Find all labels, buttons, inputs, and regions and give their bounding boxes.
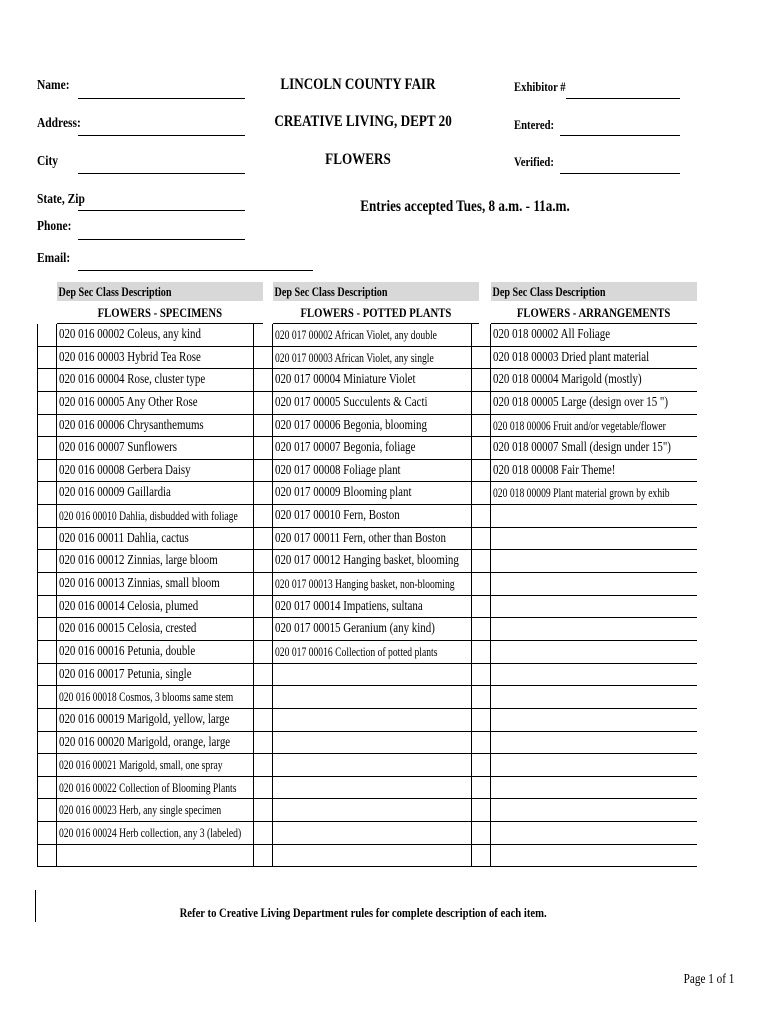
entry-checkbox[interactable] bbox=[37, 664, 57, 686]
entry-checkbox[interactable] bbox=[253, 686, 273, 708]
margin-bar bbox=[35, 890, 36, 922]
phone-field[interactable] bbox=[78, 239, 245, 240]
table-row bbox=[37, 550, 263, 573]
table-row bbox=[471, 845, 697, 868]
category-title: FLOWERS - POTTED PLANTS bbox=[273, 303, 479, 324]
table-row bbox=[253, 799, 479, 822]
table-row bbox=[37, 709, 263, 732]
entry-description: 020 016 00014 Celosia, plumed bbox=[59, 598, 199, 614]
table-row bbox=[471, 686, 697, 709]
entry-checkbox[interactable] bbox=[471, 799, 491, 821]
entry-checkbox[interactable] bbox=[253, 347, 273, 369]
entry-description: 020 017 00011 Fern, other than Boston bbox=[275, 530, 446, 546]
table-row bbox=[471, 437, 697, 460]
table-row bbox=[471, 415, 697, 438]
fair-title: LINCOLN COUNTY FAIR bbox=[280, 76, 436, 93]
entry-description: 020 016 00017 Petunia, single bbox=[59, 666, 192, 682]
entry-description: 020 016 00008 Gerbera Daisy bbox=[59, 462, 191, 478]
entry-checkbox[interactable] bbox=[253, 437, 273, 459]
table-row bbox=[471, 392, 697, 415]
state-zip-field[interactable] bbox=[78, 210, 245, 211]
entry-checkbox[interactable] bbox=[253, 369, 273, 391]
entry-description: 020 018 00009 Plant material grown by exhib bbox=[493, 485, 670, 501]
table-row bbox=[37, 596, 263, 619]
address-label: Address: bbox=[37, 116, 81, 131]
email-field[interactable] bbox=[78, 270, 313, 271]
entry-checkbox[interactable] bbox=[253, 528, 273, 550]
entry-checkbox[interactable] bbox=[37, 505, 57, 527]
table-row bbox=[471, 754, 697, 777]
verified-label: Verified: bbox=[514, 154, 554, 169]
entry-description: 020 017 00008 Foliage plant bbox=[275, 462, 401, 478]
table-row bbox=[253, 845, 479, 868]
entry-checkbox[interactable] bbox=[471, 754, 491, 776]
email-label: Email: bbox=[37, 251, 71, 266]
entry-checkbox[interactable] bbox=[253, 754, 273, 776]
entry-description: 020 017 00005 Succulents & Cacti bbox=[275, 394, 428, 410]
entry-description: 020 016 00019 Marigold, yellow, large bbox=[59, 711, 230, 727]
entry-checkbox[interactable] bbox=[37, 324, 57, 346]
entry-checkbox[interactable] bbox=[471, 392, 491, 414]
table-row bbox=[37, 822, 263, 845]
entry-checkbox[interactable] bbox=[471, 618, 491, 640]
entry-checkbox[interactable] bbox=[471, 732, 491, 754]
entry-description: 020 017 00014 Impatiens, sultana bbox=[275, 598, 423, 614]
entry-checkbox[interactable] bbox=[37, 528, 57, 550]
entry-checkbox[interactable] bbox=[471, 641, 491, 663]
entry-checkbox[interactable] bbox=[37, 686, 57, 708]
entry-checkbox[interactable] bbox=[37, 392, 57, 414]
entry-checkbox[interactable] bbox=[37, 347, 57, 369]
entry-checkbox[interactable] bbox=[471, 573, 491, 595]
table-row bbox=[471, 822, 697, 845]
category-title: FLOWERS - ARRANGEMENTS bbox=[491, 303, 697, 324]
entry-description: 020 016 00015 Celosia, crested bbox=[59, 621, 197, 637]
entry-description: 020 016 00012 Zinnias, large bloom bbox=[59, 553, 218, 569]
table-row bbox=[253, 437, 479, 460]
entry-checkbox[interactable] bbox=[471, 709, 491, 731]
exhibitor-label: Exhibitor # bbox=[514, 79, 566, 94]
entry-checkbox[interactable] bbox=[471, 324, 491, 346]
entry-checkbox[interactable] bbox=[253, 573, 273, 595]
table-row bbox=[471, 618, 697, 641]
entry-description: 020 017 00015 Geranium (any kind) bbox=[275, 621, 435, 637]
table-row bbox=[253, 732, 479, 755]
entry-checkbox[interactable] bbox=[253, 777, 273, 799]
table-row bbox=[471, 505, 697, 528]
table-row bbox=[253, 618, 479, 641]
table-row bbox=[471, 369, 697, 392]
entry-checkbox[interactable] bbox=[471, 686, 491, 708]
table-row bbox=[253, 392, 479, 415]
entered-field[interactable] bbox=[560, 135, 680, 136]
entry-checkbox[interactable] bbox=[253, 732, 273, 754]
table-row bbox=[37, 324, 263, 347]
entry-description: 020 017 00013 Hanging basket, non-blooming bbox=[275, 576, 455, 592]
table-row bbox=[37, 754, 263, 777]
entry-description: 020 017 00007 Begonia, foliage bbox=[275, 440, 416, 456]
entry-checkbox[interactable] bbox=[37, 641, 57, 663]
entry-checkbox[interactable] bbox=[471, 596, 491, 618]
category-title: FLOWERS - SPECIMENS bbox=[57, 303, 263, 324]
table-row bbox=[37, 437, 263, 460]
entry-checkbox[interactable] bbox=[471, 664, 491, 686]
entry-description: 020 018 00005 Large (design over 15 ") bbox=[493, 394, 669, 410]
entry-checkbox[interactable] bbox=[471, 369, 491, 391]
city-label: City bbox=[37, 154, 59, 169]
table-row bbox=[471, 732, 697, 755]
entry-checkbox[interactable] bbox=[253, 664, 273, 686]
table-row bbox=[37, 415, 263, 438]
exhibitor-field[interactable] bbox=[566, 98, 680, 99]
entry-description: 020 018 00008 Fair Theme! bbox=[493, 462, 616, 478]
entry-description: 020 017 00016 Collection of potted plants bbox=[275, 643, 438, 659]
table-row bbox=[471, 664, 697, 687]
entry-checkbox[interactable] bbox=[253, 392, 273, 414]
table-row bbox=[471, 528, 697, 551]
table-row bbox=[37, 369, 263, 392]
entry-description: 020 016 00011 Dahlia, cactus bbox=[59, 530, 189, 546]
entry-description: 020 016 00022 Collection of Blooming Plants bbox=[59, 779, 237, 795]
entry-checkbox[interactable] bbox=[37, 596, 57, 618]
entry-description: 020 016 00009 Gaillardia bbox=[59, 485, 171, 501]
table-row bbox=[471, 482, 697, 505]
table-row bbox=[253, 777, 479, 800]
entry-checkbox[interactable] bbox=[253, 596, 273, 618]
entry-description: 020 017 00003 African Violet, any single bbox=[275, 349, 434, 365]
entry-checkbox[interactable] bbox=[471, 505, 491, 527]
table-row bbox=[471, 347, 697, 370]
table-row bbox=[37, 392, 263, 415]
entry-checkbox[interactable] bbox=[37, 369, 57, 391]
entry-checkbox[interactable] bbox=[253, 822, 273, 844]
entry-description: 020 016 00004 Rose, cluster type bbox=[59, 372, 206, 388]
entry-description: 020 017 00002 African Violet, any double bbox=[275, 327, 437, 342]
entry-checkbox[interactable] bbox=[253, 482, 273, 504]
entry-description: 020 016 00006 Chrysanthemums bbox=[59, 417, 204, 433]
entry-checkbox[interactable] bbox=[37, 618, 57, 640]
entry-checkbox[interactable] bbox=[471, 415, 491, 437]
entries-notice: Entries accepted Tues, 8 a.m. - 11a.m. bbox=[360, 198, 570, 215]
entry-checkbox[interactable] bbox=[37, 777, 57, 799]
entry-checkbox[interactable] bbox=[471, 460, 491, 482]
table-row bbox=[37, 618, 263, 641]
entry-grid bbox=[37, 324, 263, 867]
entry-description: 020 016 00007 Sunflowers bbox=[59, 440, 177, 456]
entry-description: 020 016 00010 Dahlia, disbudded with foliage bbox=[59, 508, 238, 524]
entry-description: 020 016 00016 Petunia, double bbox=[59, 643, 196, 659]
entry-checkbox[interactable] bbox=[471, 845, 491, 867]
column-header: Dep Sec Class Description bbox=[491, 282, 697, 301]
city-field[interactable] bbox=[78, 173, 245, 174]
name-field[interactable] bbox=[78, 98, 245, 99]
table-row bbox=[37, 460, 263, 483]
table-row bbox=[253, 664, 479, 687]
entry-description: 020 017 00006 Begonia, blooming bbox=[275, 417, 427, 433]
table-row bbox=[471, 324, 697, 347]
entry-description: 020 016 00021 Marigold, small, one spray bbox=[59, 757, 223, 773]
entry-checkbox[interactable] bbox=[37, 754, 57, 776]
entered-label: Entered: bbox=[514, 117, 555, 132]
entry-description: 020 016 00020 Marigold, orange, large bbox=[59, 734, 231, 750]
entry-description: 020 016 00005 Any Other Rose bbox=[59, 394, 198, 410]
entry-checkbox[interactable] bbox=[253, 415, 273, 437]
entry-checkbox[interactable] bbox=[37, 799, 57, 821]
table-row bbox=[253, 369, 479, 392]
table-row bbox=[471, 799, 697, 822]
table-row bbox=[37, 505, 263, 528]
table-row bbox=[37, 347, 263, 370]
table-row bbox=[37, 641, 263, 664]
entry-checkbox[interactable] bbox=[253, 845, 273, 867]
entry-grid bbox=[253, 324, 479, 867]
phone-label: Phone: bbox=[37, 219, 72, 234]
state-zip-label: State, Zip bbox=[37, 192, 85, 207]
entry-checkbox[interactable] bbox=[37, 550, 57, 572]
entry-description: 020 017 00004 Miniature Violet bbox=[275, 372, 416, 388]
entry-checkbox[interactable] bbox=[37, 573, 57, 595]
entry-checkbox[interactable] bbox=[253, 550, 273, 572]
entry-checkbox[interactable] bbox=[253, 641, 273, 663]
entry-description: 020 018 00002 All Foliage bbox=[493, 327, 611, 342]
entry-checkbox[interactable] bbox=[253, 709, 273, 731]
entry-description: 020 016 00018 Cosmos, 3 blooms same stem bbox=[59, 689, 234, 705]
entry-description: 020 016 00002 Coleus, any kind bbox=[59, 327, 201, 342]
table-row bbox=[253, 415, 479, 438]
entry-checkbox[interactable] bbox=[471, 482, 491, 504]
table-row bbox=[37, 664, 263, 687]
entry-checkbox[interactable] bbox=[37, 437, 57, 459]
entry-checkbox[interactable] bbox=[253, 460, 273, 482]
entry-checkbox[interactable] bbox=[37, 460, 57, 482]
department-title: CREATIVE LIVING, DEPT 20 bbox=[274, 113, 452, 130]
table-row bbox=[253, 324, 479, 347]
entry-checkbox[interactable] bbox=[253, 618, 273, 640]
table-row bbox=[37, 686, 263, 709]
column-header: Dep Sec Class Description bbox=[273, 282, 479, 301]
entry-checkbox[interactable] bbox=[253, 505, 273, 527]
name-label: Name: bbox=[37, 78, 70, 93]
page-number: Page 1 of 1 bbox=[683, 972, 734, 987]
entry-checkbox[interactable] bbox=[471, 528, 491, 550]
table-row bbox=[253, 550, 479, 573]
table-row bbox=[253, 482, 479, 505]
entry-checkbox[interactable] bbox=[471, 437, 491, 459]
entry-checkbox[interactable] bbox=[37, 482, 57, 504]
table-row bbox=[37, 528, 263, 551]
entry-description: 020 016 00023 Herb, any single specimen bbox=[59, 802, 222, 818]
entry-checkbox[interactable] bbox=[37, 709, 57, 731]
entry-checkbox[interactable] bbox=[471, 347, 491, 369]
entry-description: 020 017 00009 Blooming plant bbox=[275, 485, 412, 501]
entry-checkbox[interactable] bbox=[253, 799, 273, 821]
table-row bbox=[37, 732, 263, 755]
footer-note: Refer to Creative Living Department rules for complete description of each item. bbox=[179, 905, 547, 920]
entry-checkbox[interactable] bbox=[37, 415, 57, 437]
entry-checkbox[interactable] bbox=[471, 822, 491, 844]
table-row bbox=[37, 845, 263, 868]
entry-description: 020 018 00007 Small (design under 15") bbox=[493, 440, 671, 456]
column-header: Dep Sec Class Description bbox=[57, 282, 263, 301]
entry-description: 020 017 00010 Fern, Boston bbox=[275, 508, 400, 524]
entry-checkbox[interactable] bbox=[471, 550, 491, 572]
entry-checkbox[interactable] bbox=[37, 732, 57, 754]
table-row bbox=[253, 709, 479, 732]
table-row bbox=[37, 482, 263, 505]
table-row bbox=[253, 596, 479, 619]
table-row bbox=[253, 822, 479, 845]
entry-description: 020 018 00004 Marigold (mostly) bbox=[493, 372, 642, 388]
table-row bbox=[471, 641, 697, 664]
table-row bbox=[37, 799, 263, 822]
table-row bbox=[471, 709, 697, 732]
table-row bbox=[471, 460, 697, 483]
table-row bbox=[471, 596, 697, 619]
table-row bbox=[253, 460, 479, 483]
table-row bbox=[471, 550, 697, 573]
table-row bbox=[37, 777, 263, 800]
table-row bbox=[471, 777, 697, 800]
table-row bbox=[253, 641, 479, 664]
table-row bbox=[37, 573, 263, 596]
table-row bbox=[253, 347, 479, 370]
table-row bbox=[253, 573, 479, 596]
entry-checkbox[interactable] bbox=[253, 324, 273, 346]
table-row bbox=[253, 754, 479, 777]
entry-checkbox[interactable] bbox=[471, 777, 491, 799]
entry-description: 020 018 00006 Fruit and/or vegetable/flower bbox=[493, 417, 666, 433]
flowers-title: FLOWERS bbox=[325, 151, 391, 168]
entry-description: 020 016 00003 Hybrid Tea Rose bbox=[59, 349, 201, 365]
entry-checkbox[interactable] bbox=[37, 822, 57, 844]
entry-description: 020 017 00012 Hanging basket, blooming bbox=[275, 553, 459, 569]
table-row bbox=[253, 528, 479, 551]
address-field[interactable] bbox=[78, 135, 245, 136]
entry-description: 020 016 00013 Zinnias, small bloom bbox=[59, 576, 220, 592]
entry-checkbox[interactable] bbox=[37, 845, 57, 867]
entry-description: 020 018 00003 Dried plant material bbox=[493, 349, 650, 365]
table-row bbox=[253, 505, 479, 528]
table-row bbox=[253, 686, 479, 709]
entry-description: 020 016 00024 Herb collection, any 3 (labeled) bbox=[59, 825, 242, 841]
table-row bbox=[471, 573, 697, 596]
entry-grid bbox=[471, 324, 697, 867]
verified-field[interactable] bbox=[560, 173, 680, 174]
